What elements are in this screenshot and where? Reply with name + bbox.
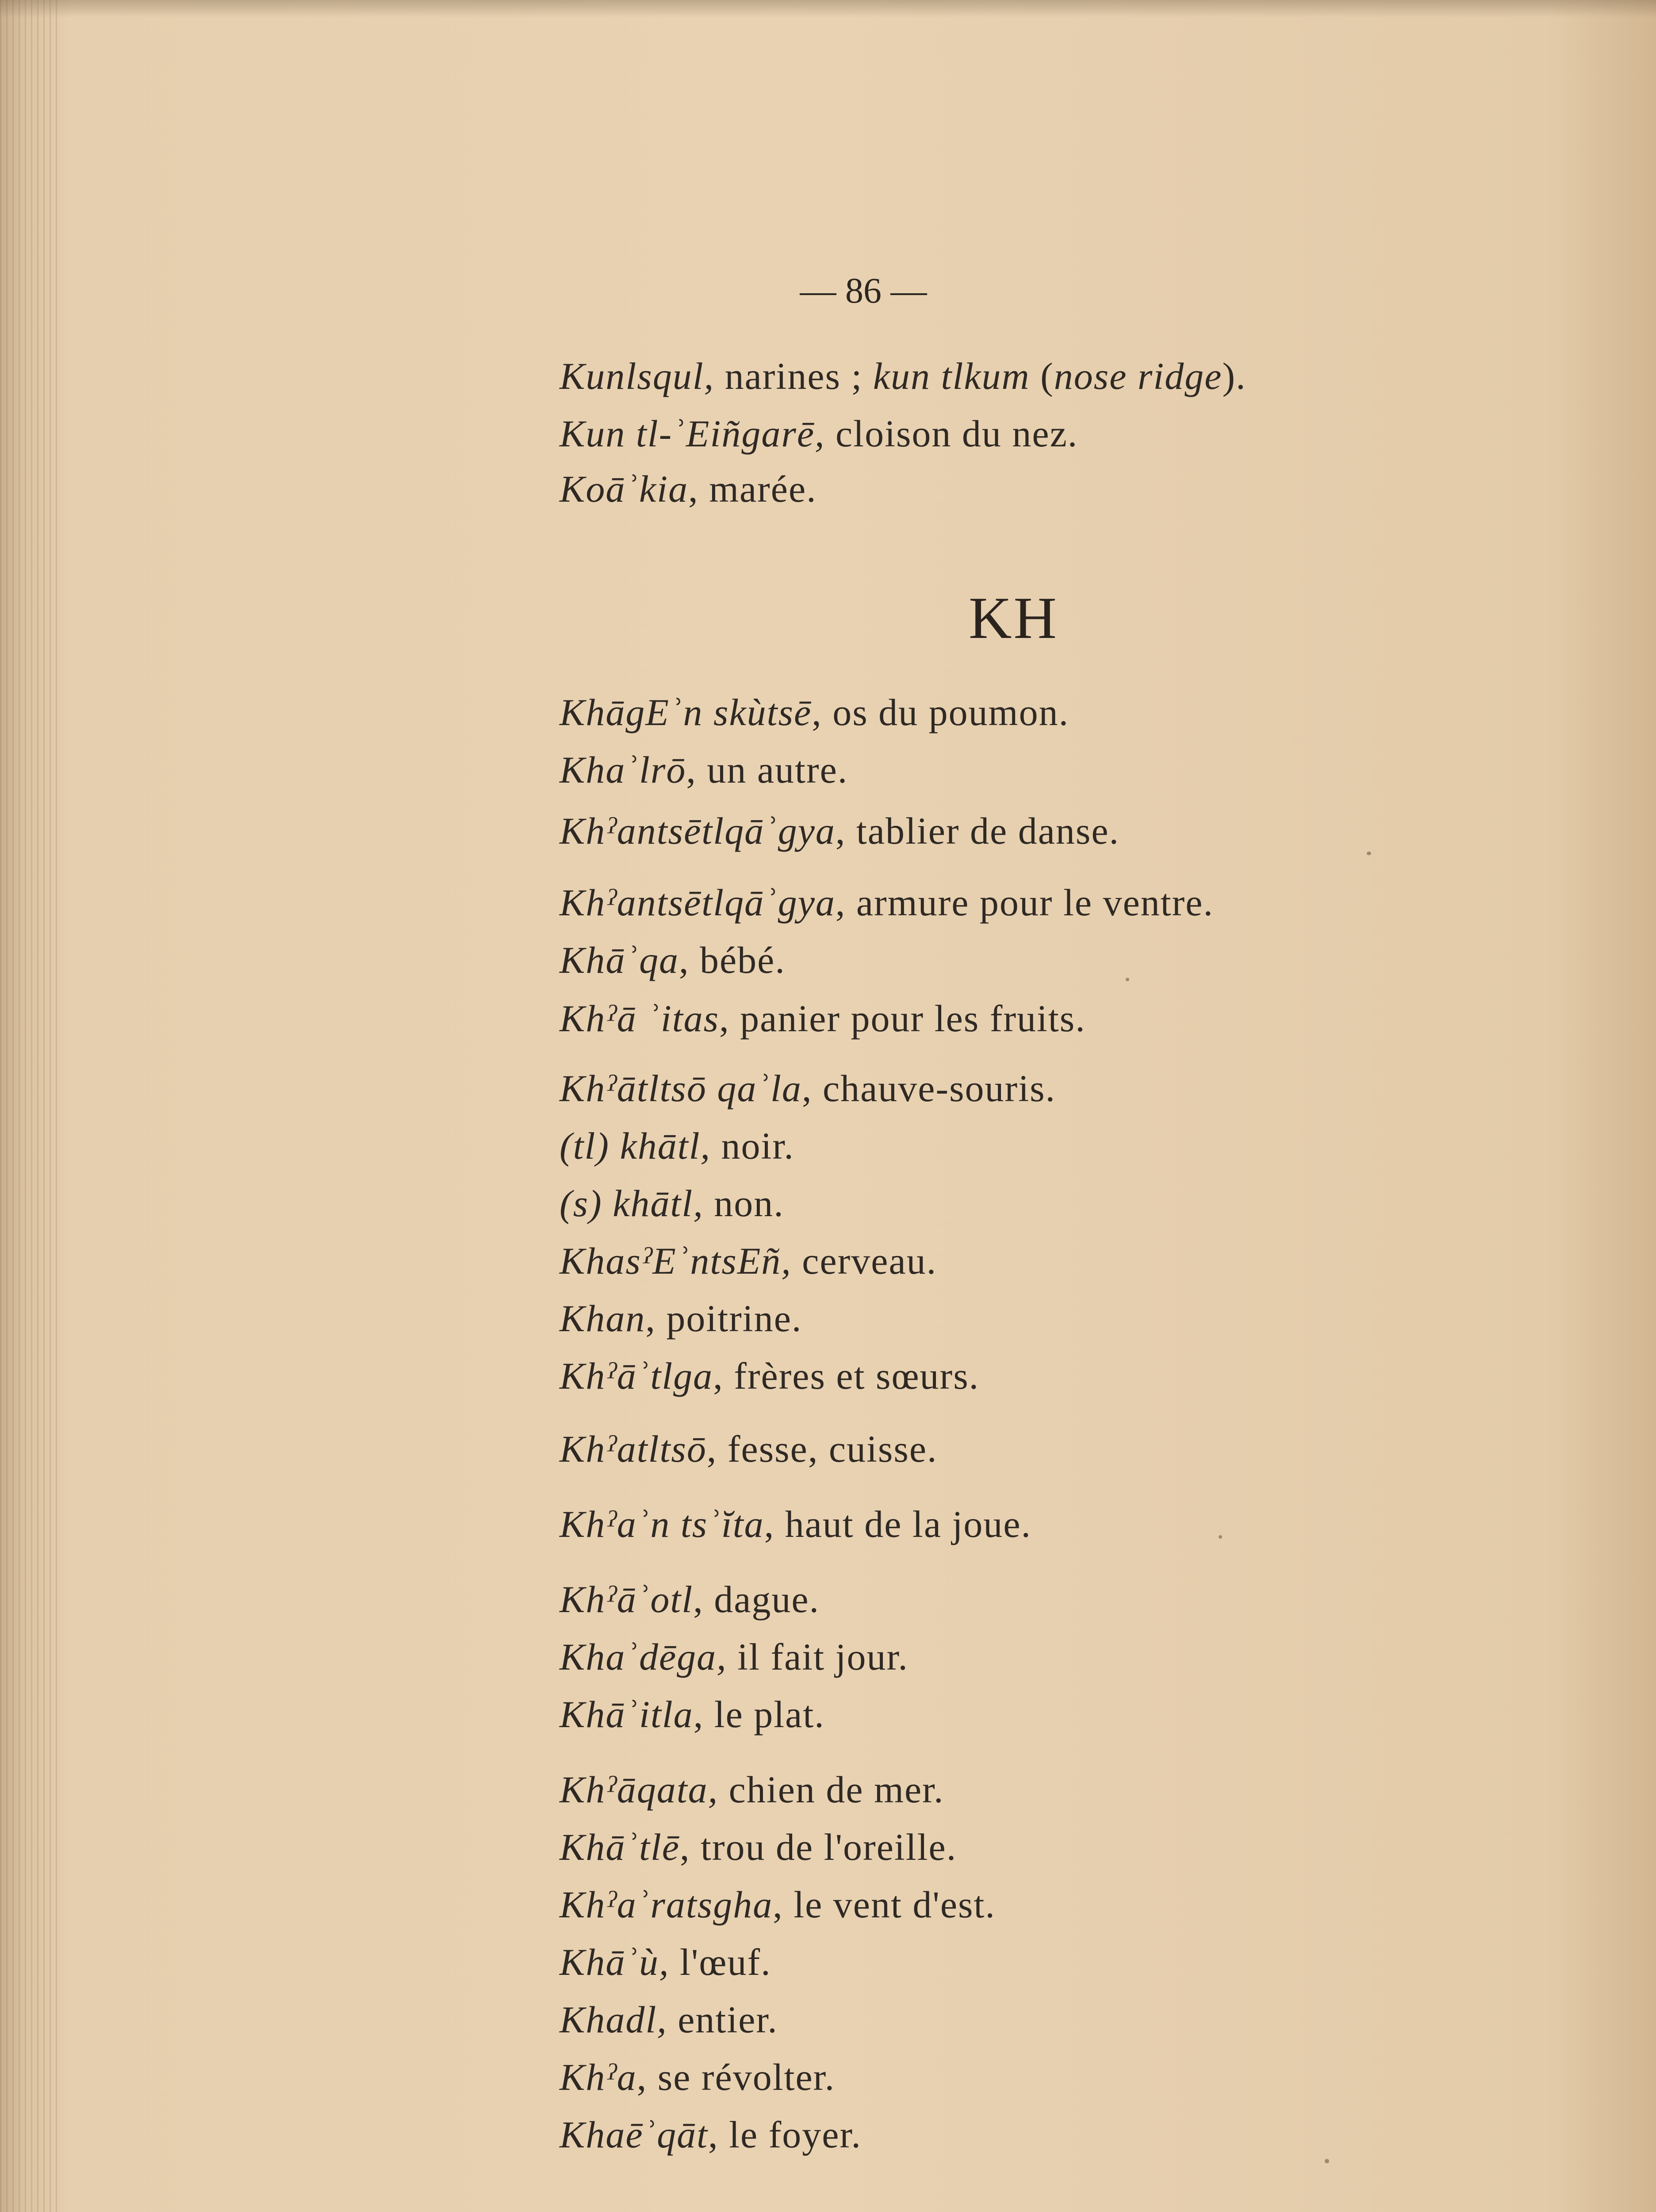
entry-gloss: ( bbox=[1030, 355, 1054, 397]
entry-gloss: , bébé. bbox=[679, 939, 786, 981]
entry-term: Khˀā ʾitas bbox=[560, 997, 720, 1040]
entry-term: Khˀātltsō qaʾla bbox=[560, 1067, 802, 1110]
dictionary-entry bbox=[560, 1354, 979, 1398]
dictionary-entry bbox=[560, 1124, 794, 1168]
dictionary-entry bbox=[560, 690, 1069, 734]
entry-term: KhāgEʾn skùtsē bbox=[560, 691, 812, 733]
entry-term: Khan bbox=[560, 1297, 646, 1340]
entry-gloss: , panier pour les fruits. bbox=[719, 997, 1086, 1040]
dictionary-entry bbox=[560, 1296, 802, 1340]
dictionary-entry bbox=[560, 411, 1078, 456]
dictionary-entry bbox=[560, 1635, 908, 1679]
dictionary-entry bbox=[560, 1239, 937, 1283]
dictionary-entry bbox=[560, 1940, 771, 1984]
entry-term: (s) khātl, bbox=[560, 1182, 704, 1225]
entry-gloss: , armure pour le ventre. bbox=[835, 881, 1214, 924]
entry-gloss: cerveau. bbox=[791, 1240, 937, 1282]
entry-gloss: , marée. bbox=[688, 468, 817, 510]
dictionary-entry bbox=[560, 1066, 1056, 1110]
entry-term: kun tlkum bbox=[873, 355, 1030, 397]
dictionary-entry bbox=[560, 1692, 825, 1736]
entry-gloss: il fait jour. bbox=[727, 1636, 908, 1678]
entry-gloss: , le vent d'est. bbox=[773, 1883, 996, 1926]
page-number: — 86 — bbox=[800, 270, 927, 311]
dictionary-entry bbox=[560, 1997, 778, 2042]
section-heading: KH bbox=[969, 585, 1058, 651]
dictionary-entry bbox=[560, 996, 1086, 1041]
dictionary-entry bbox=[560, 354, 1246, 398]
entry-term: (tl) khātl, bbox=[560, 1125, 711, 1167]
dictionary-entry bbox=[560, 938, 786, 982]
entry-gloss: , frères et sœurs. bbox=[713, 1355, 980, 1397]
entry-term: Khˀaʾn tsʾĭta bbox=[560, 1503, 764, 1545]
entry-term: Kun tl-ʾEiñgarē, bbox=[560, 412, 825, 455]
entry-term: Khaēʾqāt bbox=[560, 2113, 709, 2156]
dictionary-entry bbox=[560, 1577, 820, 1621]
entry-term: Khāʾitla bbox=[560, 1693, 694, 1736]
dictionary-entry bbox=[560, 1767, 944, 1812]
entry-term: nose ridge bbox=[1054, 355, 1223, 397]
dictionary-entry bbox=[560, 2055, 835, 2099]
entry-term: Khāʾqa bbox=[560, 939, 679, 981]
entry-term: Khˀantsētlqāʾgya bbox=[560, 810, 836, 852]
entry-gloss: entier. bbox=[667, 1998, 778, 2041]
paper-speck bbox=[1367, 852, 1371, 855]
entry-gloss: , le plat. bbox=[693, 1693, 825, 1736]
entry-term: Koāʾkia bbox=[560, 468, 689, 510]
entry-gloss: , tablier de danse. bbox=[835, 810, 1120, 852]
dictionary-entry bbox=[560, 1427, 938, 1471]
entry-gloss: ). bbox=[1222, 355, 1246, 397]
entry-gloss: , chauve-souris. bbox=[801, 1067, 1056, 1110]
paper-speck bbox=[1325, 2159, 1329, 2163]
paper-speck bbox=[1219, 1535, 1222, 1539]
entry-gloss: , un autre. bbox=[686, 749, 848, 791]
dictionary-entry bbox=[560, 1181, 784, 1225]
entry-term: Khaʾdēga, bbox=[560, 1636, 727, 1678]
dictionary-entry bbox=[560, 880, 1214, 925]
entry-gloss: , le foyer. bbox=[708, 2113, 862, 2156]
entry-gloss: non. bbox=[703, 1182, 784, 1225]
dictionary-entry bbox=[560, 2112, 862, 2157]
entry-gloss: noir. bbox=[711, 1125, 794, 1167]
entry-term: Khaʾlrō bbox=[560, 749, 686, 791]
entry-term: Khˀa bbox=[560, 2056, 637, 2098]
entry-gloss: , se révolter. bbox=[636, 2056, 836, 2098]
entry-term: Khāʾù, bbox=[560, 1941, 670, 1983]
paper-speck bbox=[1126, 978, 1129, 981]
entry-term: Khadl, bbox=[560, 1998, 667, 2041]
stacked-page-edges bbox=[0, 0, 62, 2212]
entry-term: Khˀāʾtlga bbox=[560, 1355, 713, 1397]
entry-term: KhasˀEʾntsEñ, bbox=[560, 1240, 792, 1282]
dictionary-entry bbox=[560, 748, 848, 792]
entry-gloss: narines ; bbox=[714, 355, 873, 397]
entry-gloss: , haut de la joue. bbox=[764, 1503, 1032, 1545]
entry-term: Khāʾtlē bbox=[560, 1826, 680, 1868]
entry-term: Khˀāqata, bbox=[560, 1768, 719, 1811]
entry-term: Khˀāʾotl bbox=[560, 1578, 694, 1621]
entry-term: Khˀatltsō bbox=[560, 1428, 707, 1470]
entry-gloss: cloison du nez. bbox=[825, 412, 1078, 455]
entry-term: Khˀantsētlqāʾgya bbox=[560, 881, 836, 924]
page-top-shadow bbox=[0, 0, 1656, 18]
entry-gloss: , dague. bbox=[693, 1578, 820, 1621]
entry-term: Kunlsqul, bbox=[560, 355, 715, 397]
dictionary-entry bbox=[560, 467, 817, 511]
entry-term: Khˀaʾratsgha bbox=[560, 1883, 773, 1926]
entry-gloss: , trou de l'oreille. bbox=[679, 1826, 957, 1868]
dictionary-entry bbox=[560, 1502, 1031, 1546]
dictionary-entry bbox=[560, 1882, 996, 1927]
entry-gloss: chien de mer. bbox=[718, 1768, 944, 1811]
entry-gloss: , fesse, cuisse. bbox=[706, 1428, 938, 1470]
entry-gloss: , os du poumon. bbox=[812, 691, 1070, 733]
dictionary-entry bbox=[560, 809, 1119, 853]
entry-gloss: , poitrine. bbox=[645, 1297, 802, 1340]
dictionary-entry bbox=[560, 1825, 957, 1869]
entry-gloss: l'œuf. bbox=[669, 1941, 771, 1983]
